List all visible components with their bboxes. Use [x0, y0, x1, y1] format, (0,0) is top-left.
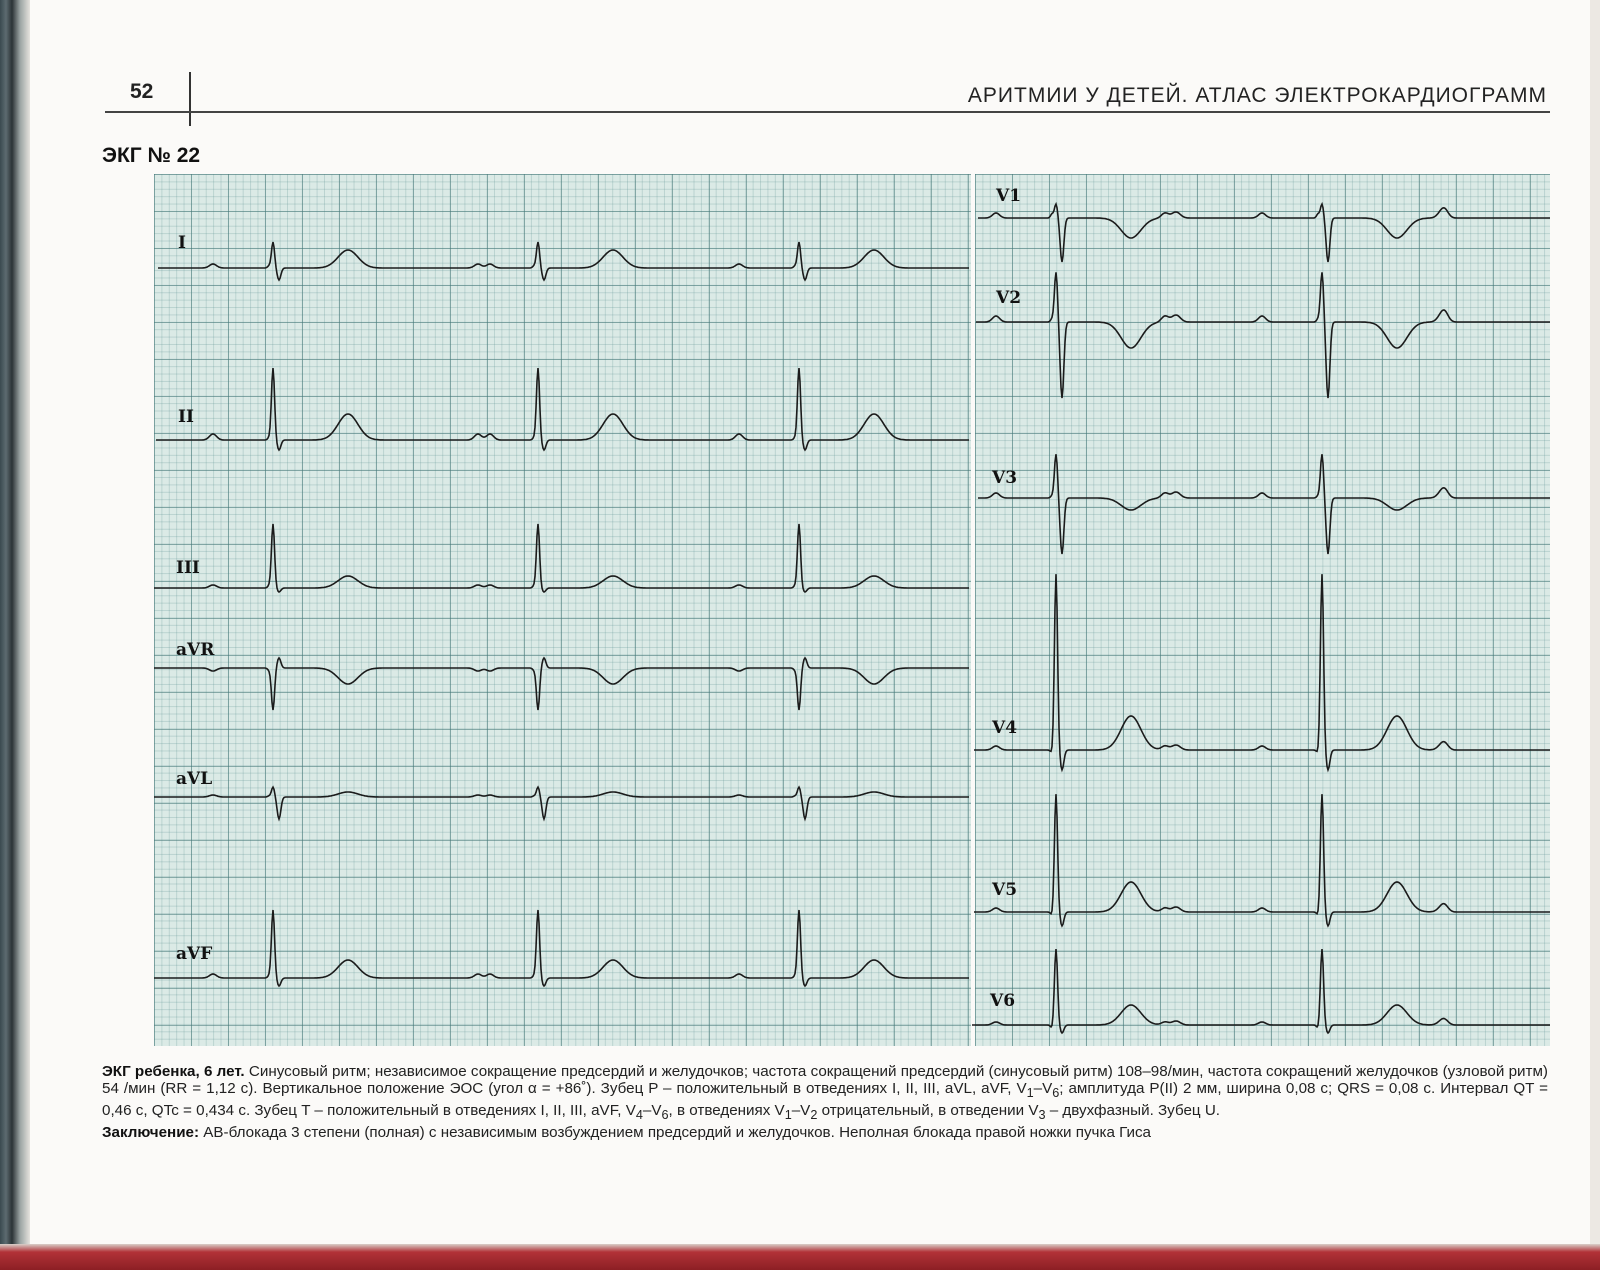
trace-lead-v2 [976, 272, 1550, 398]
caption-subject: ЭКГ ребенка, 6 лет. [102, 1063, 245, 1080]
figure-caption [102, 1063, 1548, 1141]
trace-lead-ii [156, 368, 969, 450]
caption-conclusion [102, 1124, 1548, 1141]
lead-label-v4: V4 [992, 718, 1018, 738]
lead-label-iii: III [176, 558, 200, 578]
lead-label-i: I [178, 233, 186, 253]
lead-label-avr: aVR [176, 640, 215, 660]
lead-label-v5: V5 [992, 880, 1018, 900]
lead-label-avl: aVL [176, 769, 213, 789]
caption-description: ЭКГ ребенка, 6 лет. Синусовый ритм; независимое сокращение предсердий и желудочков; частота сокращений предсердий (синусовый ритм) 108–98/мин, частота сокращений желудочков (узловой ритм) 54 /мин (RR = 1,12 с). Вертикальное положение ЭОС (угол α = +86˚). Зубец P – положительный в отведениях I, II, III, aVL, aVF, $V_1-V_6$; амплитуда P(II) 2 мм, ширина 0,08 с; QRS = 0,08 с. Интервал QT = 0,46 с, QTc = 0,434 с. Зубец T – положительный в отведениях I, II, III, aVF, $V_4-V_6$, в отведениях $V_1-V_2$ отрицательный, в отведении $V_3$ – двухфазный. Зубец U. [102, 1063, 1548, 1123]
trace-lead-i [158, 242, 969, 280]
lead-label-v1: V1 [996, 186, 1022, 206]
page-number: 52 [130, 80, 154, 103]
trace-lead-avl [154, 787, 969, 819]
lead-label-avf: aVF [176, 944, 213, 964]
trace-lead-avr [154, 658, 969, 710]
lead-label-v3: V3 [992, 468, 1018, 488]
trace-lead-v3 [978, 454, 1550, 554]
conclusion-text: АВ-блокада 3 степени (полная) с независимым возбуждением предсердий и желудочков. Неполная блокада правой ножки пучка Гиса [199, 1124, 1152, 1142]
book-title: АРИТМИИ У ДЕТЕЙ. АТЛАС ЭЛЕКТРОКАРДИОГРАММ [967, 84, 1547, 107]
lead-label-v6: V6 [990, 991, 1016, 1011]
lead-label-v2: V2 [996, 288, 1022, 308]
conclusion-label: Заключение: [102, 1124, 200, 1142]
trace-lead-avf [154, 910, 969, 986]
trace-lead-v1 [978, 204, 1550, 262]
trace-lead-v5 [974, 794, 1550, 926]
lead-label-ii: II [178, 407, 194, 427]
trace-lead-v4 [974, 574, 1550, 770]
trace-lead-v6 [972, 949, 1550, 1033]
trace-lead-iii [154, 524, 969, 592]
ecg-title: ЭКГ № 22 [102, 144, 201, 167]
